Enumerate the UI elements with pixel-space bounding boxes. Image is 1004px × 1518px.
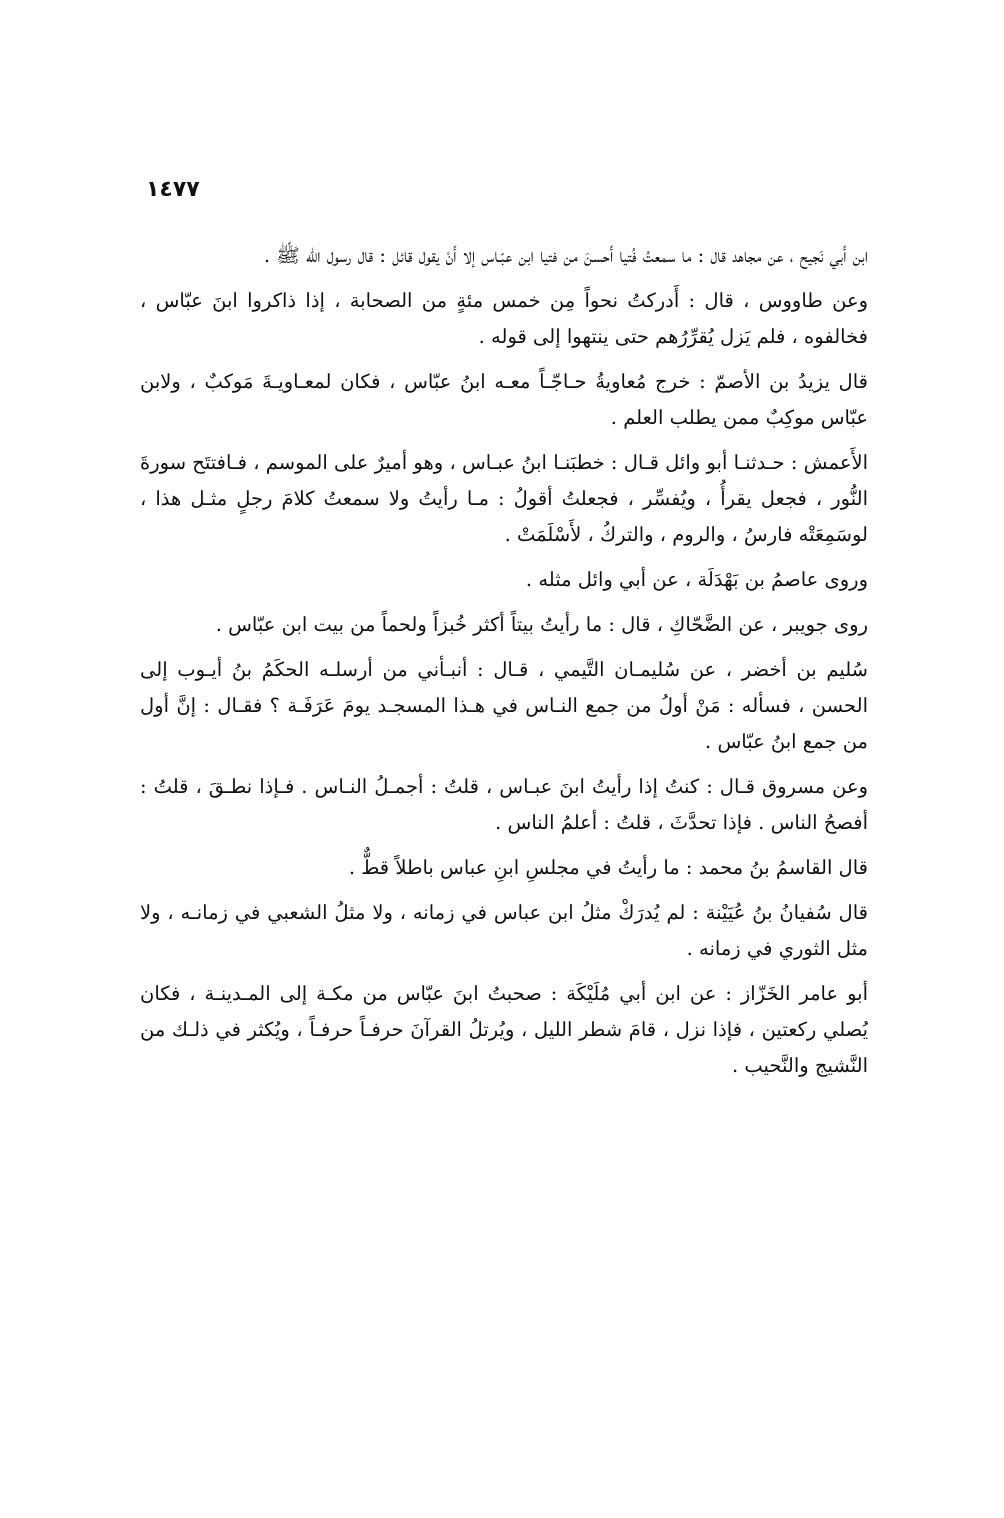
paragraph-juwaybir: روى جويبر ، عن الضَّحّاكِ ، قال : ما رأيتُ بيتاً أكثر خُبزاً ولحماً من بيت ابن عبّاس . (215, 613, 868, 636)
page-number: ١٤٧٧ (146, 177, 200, 202)
body-text (140, 238, 868, 1093)
paragraph-sufyan-ibn-uyayna: قال سُفيانُ بنُ عُيَيْنة : لم يُدرَكْ مثلُ ابن عباس في زمانه ، ولا مثلُ الشعبي في زمانـه ، ولا مثل الثوري في زمانه . (140, 901, 868, 960)
paragraph-masruq: وعن مسروق قـال : كنتُ إذا رأيتُ ابنَ عبـاس ، قلتُ : أجمـلُ النـاس . فـإذا نطـقَ ، قلتُ : أفصحُ الناس . فإذا تحدَّثَ ، قلتُ : أعلمُ الناس . (140, 775, 868, 834)
paragraph-ibn-abi-najih: ابن أَبي نَجيح ، عن مجاهد قال : ما سمعتُ فُتيا أَحسنَ من فتيا ابن عبّـاس إلا أَنْ يقول قائل : قال رسول الله ﷺ . (263, 244, 868, 267)
paragraph-asim-ibn-bahdala: وروى عاصمُ بن بَهْدَلَة ، عن أبي وائل مثله . (525, 568, 868, 591)
paragraph-al-amash: الأَعمش : حـدثنـا أبو وائل قـال : خطبَنـا ابنُ عبـاس ، وهو أميرٌ على الموسم ، فـافتتَح سورةَ النُّور ، فجعل يقرأُ ، ويُفسِّر ، فجعلتُ أقولُ : مـا رأيتُ ولا سمعتُ كلامَ رجلٍ مثـل هذا ، لوسَمِعَتْه فارسُ ، والروم ، والتركُ ، لأَسْلَمَتْ . (140, 451, 868, 546)
paragraph-yazid-ibn-al-asamm: قال يزيدُ بن الأصمّ : خرج مُعاويةُ حـاجّـاً معـه ابنُ عبّاس ، فكان لمعـاويـةَ مَوكبٌ ، ولابن عبّاس موكِبٌ ممن يطلب العلم . (140, 370, 868, 429)
paragraph-abu-amir-al-khazzaz: أبو عامر الخَزّاز : عن ابن أبي مُلَيْكَة : صحبتُ ابنَ عبّاس من مكـة إلى المـدينـة ، فكان يُصلي ركعتين ، فإذا نزل ، قامَ شطر الليل ، ويُرتلُ القرآنَ حرفـاً حرفـاً ، ويُكثر في ذلـك من النَّشيج والنَّحيب . (140, 982, 868, 1077)
paragraph-al-qasim: قال القاسمُ بنُ محمد : ما رأيتُ في مجلسِ ابنِ عباس باطلاً قطٌّ . (348, 856, 868, 879)
paragraph-sulaym-ibn-akhdar: سُليم بن أخضر ، عن سُليمـان التَّيمي ، قـال : أنبـأني من أرسلـه الحكَمُ بنُ أيـوب إلى الحسن ، فسأله : مَنْ أولُ من جمع النـاس في هـذا المسجـد يومَ عَرَفَـة ؟ فقـال : إنَّ أول من جمع ابنُ عبّاس . (140, 658, 868, 753)
paragraph-tawus: وعن طاووس ، قال : أَدركتُ نحواً مِن خمس مئةٍ من الصحابة ، إذا ذاكروا ابنَ عبّاس ، فخالفوه ، فلم يَزل يُقرِّرُهم حتى ينتهوا إلى قوله . (140, 289, 868, 348)
